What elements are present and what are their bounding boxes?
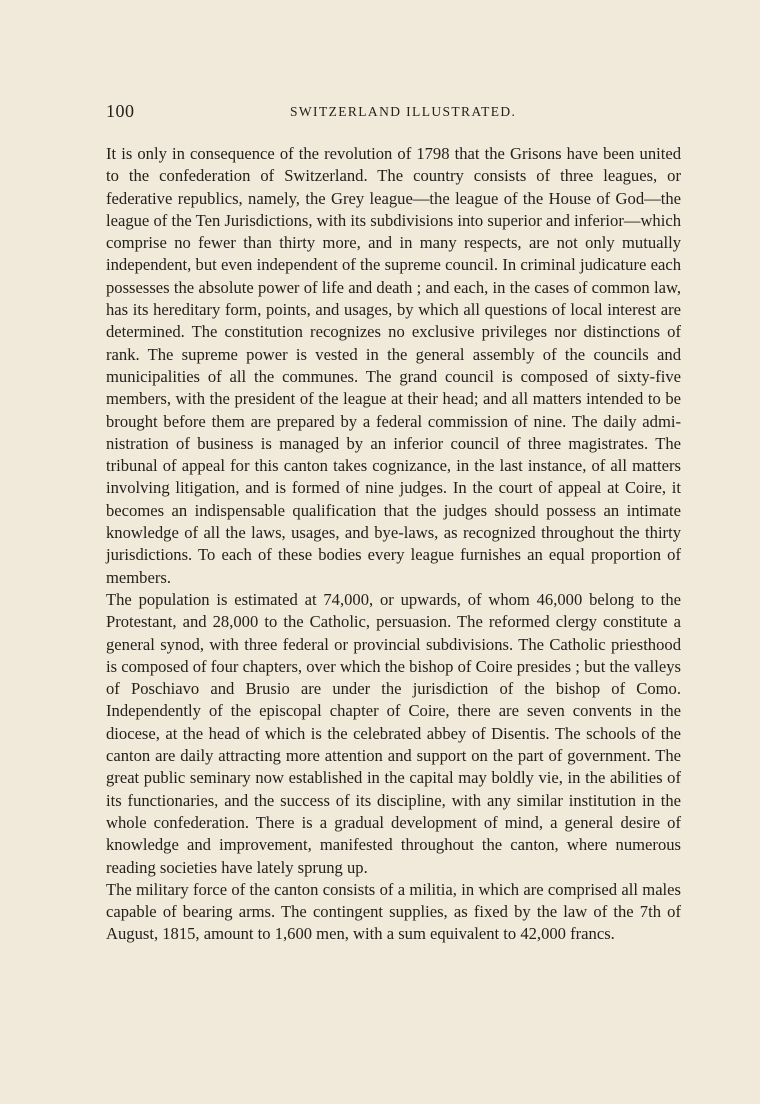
paragraph-government: It is only in consequence of the revolution of 1798 that the Grisons have been united to the confederation of Switzerland. The country consists of three leagues, or federative republics, namely, the Grey league—the league of the House of God—the league of the Ten Jurisdictions, with its subdivisions into superior and inferior—which comprise no fewer than thirty more, and in many respects, are not only mutually independent, but even independent of the supreme council. In criminal judicature each possesses the absolute power of life and death ; and each, in the cases of common law, has its hereditary form, points, and usages, by which all questions of local interest are determined. The constitution recognizes no exclusive privileges nor distinctions of rank. The supreme power is vested in the general assembly of the councils and municipalities of all the communes. The grand council is composed of sixty-five members, with the president of the league at their head; and all matters intended to be brought before them are prepared by a federal commission of nine. The daily administration of business is managed by an inferior council of three magistrates. The tribunal of appeal for this canton takes cognizance, in the last instance, of all matters involving litigation, and is formed of nine judges. In the court of appeal at Coire, it becomes an indispensable qualification that the judges should possess an intimate knowledge of all the laws, usages, and bye-laws, as recognized throughout the thirty jurisdictions. To each of these bodies every league furnishes an equal proportion of members. bbox=[106, 144, 681, 587]
page-number: 100 bbox=[106, 101, 135, 121]
paragraph-population: The population is estimated at 74,000, or upwards, of whom 46,000 belong to the Protestant, and 28,000 to the Catholic, persuasion. The reformed clergy constitute a general synod, with three federal or provincial subdivisions. The Catholic priesthood is composed of four chapters, over which the bishop of Coire presides ; but the valleys of Poschiavo and Brusio are under the jurisdiction of the bishop of Como. Independently of the episcopal chapter of Coire, there are seven convents in the diocese, at the head of which is the celebrated abbey of Disentis. The schools of the canton are daily attracting more attention and support on the part of government. The great public seminary now established in the capital may boldly vie, in the abilities of its functionaries, and the success of its discipline, with any similar institution in the whole confederation. There is a gradual development of mind, a general desire of knowledge and improvement, manifested throughout the canton, where numerous reading societies have lately sprung up. bbox=[106, 589, 681, 877]
body-text bbox=[106, 143, 681, 946]
running-head: SWITZERLAND ILLUSTRATED. bbox=[290, 104, 517, 119]
paragraph-military: The military force of the canton consists of a militia, in which are comprised all males capable of bearing arms. The contingent supplies, as fixed by the law of the 7th of August, 1815, amount to 1,600 men, with a sum equivalent to 42,000 francs. bbox=[106, 879, 681, 944]
page-header bbox=[106, 101, 681, 125]
